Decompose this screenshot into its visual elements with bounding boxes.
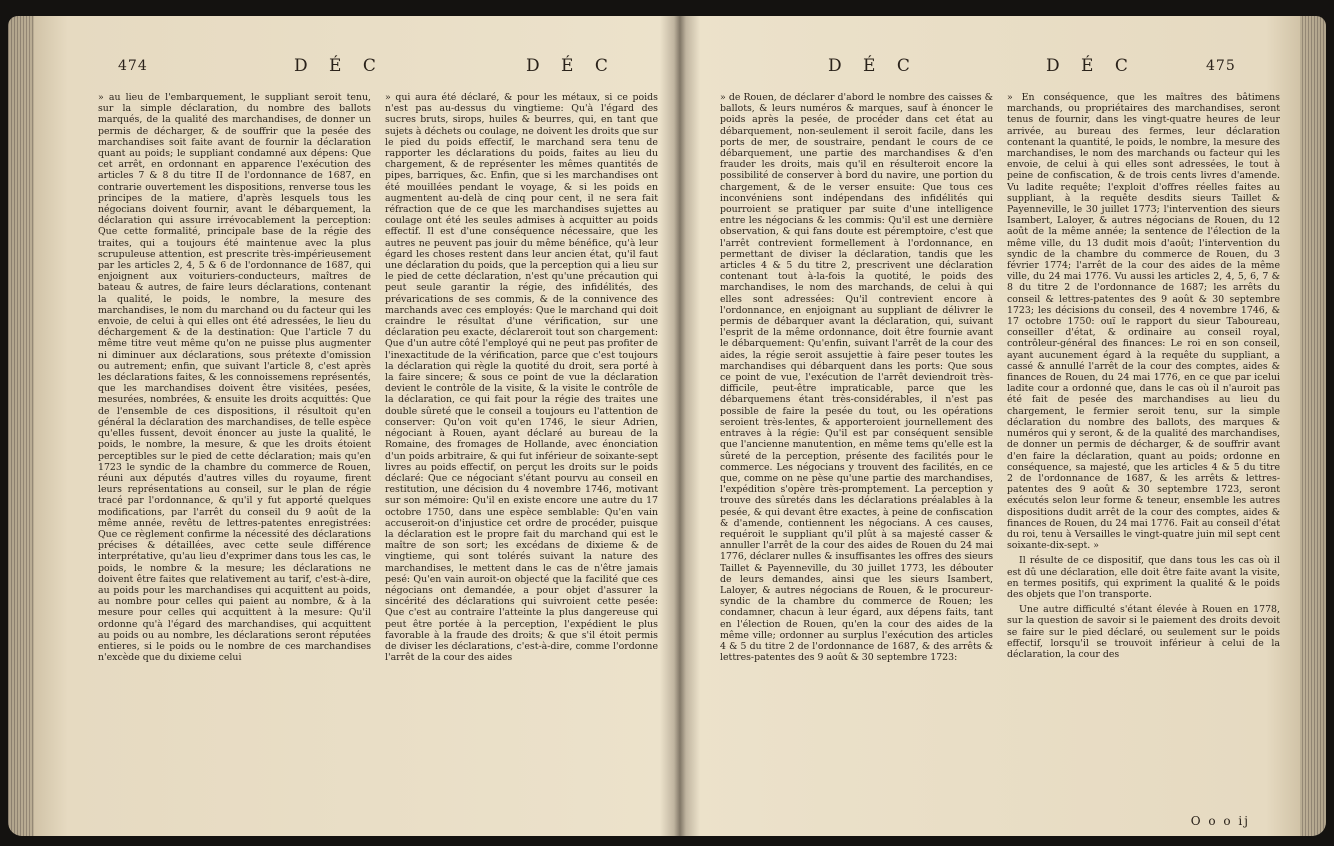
paragraph: Il résulte de ce dispositif, que dans tous les cas où il est dû une déclaration, elle doit être faite avant la visite, en termes positifs, qui expriment la qualité & le poids des objets que l'on transporte. [1007,555,1280,600]
running-head-word: D É C [526,56,616,76]
right-column-2 [1007,92,1280,832]
paragraph: Une autre difficulté s'étant élevée à Rouen en 1778, sur la question de savoir si le paiement des droits devoit se faire sur le pied déclaré, ou seulement sur le poids effectif, lorsqu'il se trouvoit inférieur à celui de la déclaration, la cour des [1007,604,1280,660]
paragraph: » qui aura été déclaré, & pour les métaux, si ce poids n'est pas au-dessus du vingtieme: Qu'à l'égard des sucres bruts, sirops, huiles & beurres, qui, en tant que sujets à déchets ou coulage, ne doivent les droits que sur le pied du poids effectif, le marchand sera tenu de rapporter les déclarations du poids, faites au lieu du chargement, & de représenter les mêmes quantités de pipes, barriques, &c. Enfin, que si les marchandises ont été mouillées pendant le voyage, & si les poids en augmentent au-delà de cinq pour cent, il ne sera fait réfraction que de ce que les marchandises sujettes au coulage ont été les seules admises à acquitter au poids effectif. Il est d'une conséquence nécessaire, que les autres ne peuvent pas jouir du même bénéfice, qu'à leur égard les choses restent dans leur ancien état, qu'il faut une déclaration du poids, que la perception qui a lieu sur le pied de cette déclaration, n'est qu'une précaution qui peut seule garantir la régie, des infidélités, des prévarications de ses commis, & de la connivence des marchands avec ces employés: Que le marchand qui doit craindre le résultat d'une vérification, sur une déclaration peu exacte, déclareroit tout son chargement: Que d'un autre côté l'employé qui ne peut pas profiter de l'inexactitude de la vérification, parce que c'est toujours la déclaration qui règle la quotité du droit, sera porté à la faire sincere; & sous ce point de vue la déclaration devient le contrôle de la visite, & la visite le contrôle de la déclaration, ce qui fait pour la régie des traites une double sûreté que le conseil a toujours eu l'attention de conserver: Qu'on voit qu'en 1746, le sieur Adrien, négociant à Rouen, ayant déclaré au bureau de la Romaine, des fromages de Hollande, avec énonciation d'un poids arbitraire, & qui fut inférieur de soixante-sept livres au poids effectif, on perçut les droits sur le poids déclaré: Que ce négociant s'étant pourvu au conseil en restitution, une décision du 4 novembre 1746, motivant sur son mémoire: Qu'il en existe encore une autre du 17 octobre 1750, dans une espèce semblable: Qu'en vain accuseroit-on d'injustice cet ordre de procéder, puisque la déclaration est le propre fait du marchand qui est le maître de son sort; les excédans de dixieme & de vingtieme, qui sont tolérés suivant la nature des marchandises, le mettent dans le cas de n'être jamais pesé: Qu'en vain auroit-on objecté que la facilité que ces négocians ont demandée, a pour objet d'assurer la sincérité des déclarations qui suivroient cette pesée: Que c'est au contraire l'atteinte la plus dangereuse qui peut être portée à la perception, l'expédient le plus favorable à la fraude des droits; & que s'il étoit permis de diviser les déclarations, c'est-à-dire, comme l'ordonne l'arrêt de la cour des aides [385,92,658,664]
page-edges-left [8,16,34,836]
paragraph: » au lieu de l'embarquement, le suppliant seroit tenu, sur la simple déclaration, du nombre des ballots marqués, de la qualité des marchandises, de donner un permis de décharger, & de souffrir que la pesée des marchandises soit faite avant de fournir la déclaration quant au poids; le suppliant condamné aux dépens: Que cet arrêt, en ordonnant en apparence l'exécution des articles 7 & 8 du titre II de l'ordonnance de 1687, en contrarie ouvertement les dispositions, renverse tous les principes de la matiere, d'après lesquels tous les négocians doivent fournir, avant le débarquement, la déclaration qui assure irrévocablement la perception: Que cette formalité, principale base de la régie des traites, qui a toujours été maintenue avec la plus scrupuleuse attention, est prescrite très-impérieusement par les articles 2, 4, 5 & 6 de l'ordonnance de 1687, qui enjoignent aux voituriers-conducteurs, maîtres de bateau & autres, de faire leurs déclarations, contenant la qualité, le poids, le nombre, la mesure des marchandises, le nom du marchand ou du facteur qui les envoie, de celui à qui elles ont été adressées, le lieu du déchargement & de la destination: Que l'article 7 du même titre veut même qu'on ne puisse plus augmenter ni diminuer aux déclarations, sous prétexte d'omission ou autrement; enfin, que suivant l'article 8, c'est après les déclarations faites, & les connoissemens représentés, que les marchandises doivent être visitées, pesées, mesurées, nombrées, & ensuite les droits acquittés: Que de l'ensemble de ces dispositions, il résultoit qu'en général la déclaration des marchandises, de telle espèce qu'elles fussent, devoit énoncer au juste la qualité, le poids, le nombre, la mesure, & que les droits étoient perceptibles sur le pied de cette déclaration; mais qu'en 1723 le syndic de la chambre du commerce de Rouen, réuni aux députés d'autres villes du royaume, firent leurs représentations au conseil, sur le plan de régie tracé par l'ordonnance, & qu'il y fut apporté quelques modifications, par l'arrêt du conseil du 9 août de la même année, revêtu de lettres-patentes enregistrées: Que ce règlement confirme la nécessité des déclarations précises & détaillées, avec cette seule différence interprétative, qu'au lieu d'exprimer dans tous les cas, le poids, le nombre & la mesure; les déclarations ne doivent être faites que relativement au tarif, c'est-à-dire, au poids pour les marchandises qui acquittent au poids, au nombre pour celles qui paient au nombre, & à la mesure pour celles qui acquittent à la mesure: Qu'il ordonne qu'à l'égard des marchandises, qui acquittent au poids ou au nombre, les déclarations seront réputées entieres, si le poids ou le nombre de ces marchandises n'excède que du dixieme celui [98,92,371,664]
right-running-head [720,52,1280,84]
open-book [8,16,1326,836]
paragraph: » de Rouen, de déclarer d'abord le nombre des caisses & ballots, & leurs numéros & marques, sauf à énoncer le poids après la pesée, de procéder dans cet état au débarquement, non-seulement il seroit facile, dans les ports de mer, de soustraire, pendant le cours de ce débarquement, une partie des marchandises & d'en frauder les droits, mais qu'il en résulteroit encore la possibilité de conserver à bord du navire, une portion du chargement, & de le verser ensuite: Que tous ces inconvéniens sont indépendans des infidélités qui pourroient se pratiquer par suite d'une intelligence entre les négocians & les commis: Qu'il est une dernière observation, & qui fans doute est péremptoire, c'est que l'arrêt contrevient formellement à l'ordonnance, en permettant de diviser la déclaration, tandis que les articles 4 & 5 du titre 2, prescrivent une déclaration contenant tout à-la-fois la quotité, le poids des marchandises, le nom des marchands, de celui à qui elles sont adressées: Qu'il contrevient encore à l'ordonnance, en enjoignant au suppliant de délivrer le permis de débarquer avant la déclaration, qui, suivant l'esprit de la même ordonnance, doit être fournie avant le débarquement: Qu'enfin, suivant l'arrêt de la cour des aides, la régie seroit assujettie à faire peser toutes les marchandises qui débarquent dans les ports: Que sous ce point de vue, l'exécution de l'arrêt deviendroit très-difficile, peut-être impraticable, parce que les débarquemens étant très-considérables, il n'est pas possible de faire la pesée du tout, ou les opérations seroient très-lentes, & apporteroient journellement des entraves à la régie: Qu'il est par conséquent sensible que l'ancienne manutention, en même tems qu'elle est la sûreté de la perception, présente des facilités pour le commerce. Les négocians y trouvent des facilités, en ce que, comme on ne pèse qu'une partie des marchandises, l'expédition s'opère très-promptement. La perception y trouve des sûretés dans les déclarations préalables à la pesée, & qui devant être exactes, à peine de confiscation & d'amende, contiennent les négocians. A ces causes, requéroit le suppliant qu'il plût à sa majesté casser & annuller l'arrêt de la cour des aides de Rouen du 24 mai 1776, déclarer nulles & insuffisantes les offres des sieurs Taillet & Payenneville, du 30 juillet 1773, les débouter de leurs demandes, ainsi que les sieurs Isambert, Laloyer, & autres négocians de Rouen, & le procureur-syndic de la chambre du commerce de Rouen; les condamner, chacun à leur égard, aux dépens faits, tant en l'élection de Rouen, qu'en la cour des aides de la même ville; ordonner au surplus l'exécution des articles 4 & 5 du titre 2 de l'ordonnance de 1687, & des arrêts & lettres-patentes des 9 août & 30 septembre 1723: [720,92,993,664]
right-page [720,52,1280,828]
page-number: 474 [118,58,148,74]
page-edges-right [1300,16,1326,836]
running-head-word: D É C [1046,56,1136,76]
signature-mark: O o o ij [1190,814,1250,828]
running-head-word: D É C [828,56,918,76]
page-number: 475 [1206,58,1236,74]
right-columns [720,92,1280,832]
left-page [98,52,658,828]
left-columns [98,92,658,832]
quoted-paragraph: » En conséquence, que les maîtres des bâtimens marchands, ou propriétaires des marchandises, seront tenus de fournir, dans les vingt-quatre heures de leur arrivée, au bureau des fermes, leur déclaration contenant la quantité, le poids, le nombre, la mesure des marchandises, le nom des marchands ou facteur qui les envoie, de celui à qui elles sont adressées, le tout à peine de confiscation, & de trois cents livres d'amende. Vu ladite requête; l'exploit d'offres réelles faites au suppliant, à la requête desdits sieurs Taillet & Payenneville, le 30 juillet 1773; l'intervention des sieurs Isambert, Laloyer, & autres négocians de Rouen, du 12 août de la même année; la sentence de l'élection de la même ville, du 13 dudit mois d'août; l'intervention du syndic de la chambre du commerce de Rouen, du 3 février 1774; l'arrêt de la cour des aides de la même ville, du 24 mai 1776. Vu aussi les articles 2, 4, 5, 6, 7 & 8 du titre 2 de l'ordonnance de 1687; les arrêts du conseil & lettres-patentes des 9 août & 30 septembre 1723; les décisions du conseil, des 4 novembre 1746, & 17 octobre 1750: ouï le rapport du sieur Taboureau, conseiller d'état, & ordinaire au conseil royal, contrôleur-général des finances: Le roi en son conseil, ayant aucunement égard à la requête du suppliant, a cassé & annullé l'arrêt de la cour des comptes, aides & finances de Rouen, du 24 mai 1776, en ce que par icelui ladite cour a ordonné que, dans le cas où il n'auroit pas été fait de pesée des marchandises au lieu du chargement, le fermier seroit tenu, sur la simple déclaration du nombre des ballots, des marques & numéros qui y seront, & de la qualité des marchandises, de donner un permis de décharger, & de souffrir avant d'en faire la déclaration, quant au poids; ordonne en conséquence, sa majesté, que les articles 4 & 5 du titre 2 de l'ordonnance de 1687, & les arrêts & lettres-patentes des 9 août & 30 septembre 1723, seront exécutés selon leur forme & teneur, ensemble les autres dispositions dudit arrêt de la cour des comptes, aides & finances de Rouen, du 24 mai 1776. Fait au conseil d'état du roi, tenu à Versailles le vingt-quatre juin mil sept cent soixante-dix-sept. » [1007,92,1280,552]
right-column-1 [720,92,993,832]
running-head-word: D É C [294,56,384,76]
left-running-head [98,52,658,84]
left-column-2 [385,92,658,832]
book-gutter [660,16,700,836]
left-column-1 [98,92,371,832]
